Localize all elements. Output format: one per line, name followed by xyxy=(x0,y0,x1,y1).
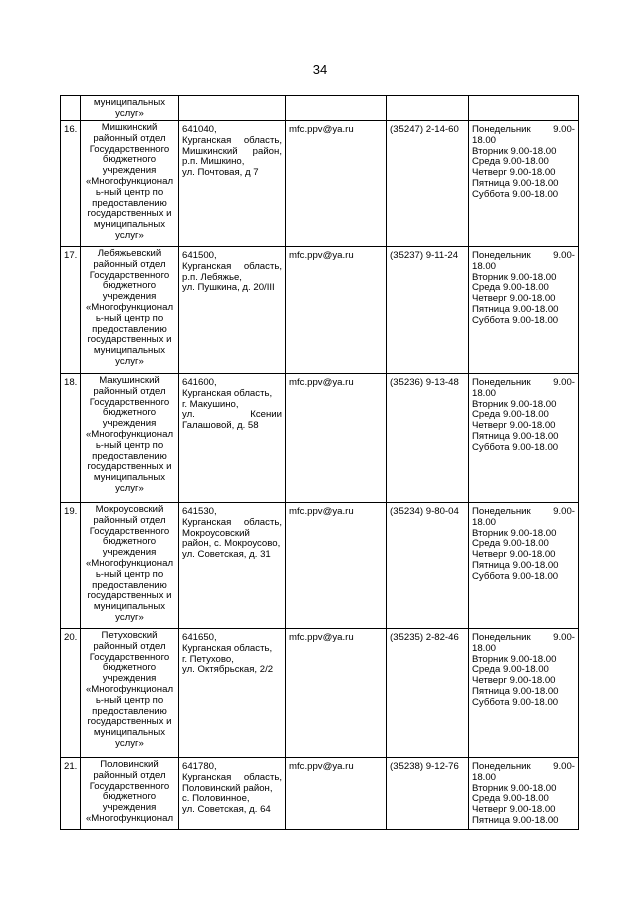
cell-email: mfc.ppv@ya.ru xyxy=(286,121,387,247)
name-line: учреждения xyxy=(102,547,157,559)
table-row xyxy=(61,247,579,374)
name-line: ь-ный центр по xyxy=(95,439,164,451)
name-line: Лебяжьевский xyxy=(97,248,162,259)
address-region: Курганская область, xyxy=(182,642,273,654)
address-region xyxy=(182,136,282,147)
cell-hours xyxy=(469,374,579,503)
address-street-part: ул. xyxy=(182,409,195,421)
name-line: предоставлению xyxy=(92,450,167,462)
hours-monday-end: 18.00 xyxy=(472,516,497,528)
name-line: предоставлению xyxy=(92,323,167,335)
name-line: бюджетного xyxy=(102,154,157,166)
hours-day: Вторник 9.00-18.00 xyxy=(472,653,557,665)
hours-day: Четверг 9.00-18.00 xyxy=(472,293,556,305)
cell-email: mfc.ppv@ya.ru xyxy=(286,629,387,758)
name-line: предоставлению xyxy=(92,579,167,591)
address-index: 641780, xyxy=(182,761,217,772)
name-line: предоставлению xyxy=(92,197,167,209)
cell-phone: (35237) 9-11-24 xyxy=(387,247,469,374)
cell-hours xyxy=(469,758,579,830)
cell-hours xyxy=(469,503,579,629)
address-settlement: р.п. Лебяжье, xyxy=(182,271,242,283)
address-region xyxy=(182,773,282,784)
page-number: 34 xyxy=(312,62,328,77)
hours-monday-end: 18.00 xyxy=(472,260,497,272)
hours-day: Вторник 9.00-18.00 xyxy=(472,145,557,157)
name-line: муниципальных xyxy=(93,345,166,357)
hours-day: Суббота 9.00-18.00 xyxy=(472,696,559,708)
table-row xyxy=(61,121,579,247)
hours-monday-label: Понедельник xyxy=(472,761,531,772)
hours-monday-end: 18.00 xyxy=(472,134,497,146)
hours-day: Вторник 9.00-18.00 xyxy=(472,527,557,539)
cell-num: 18. xyxy=(61,374,81,503)
table-row-continuation xyxy=(61,96,579,121)
name-line: муниципальных xyxy=(93,472,166,484)
cell-email: mfc.ppv@ya.ru xyxy=(286,503,387,629)
cell-num: 20. xyxy=(61,629,81,758)
address-index: 641650, xyxy=(182,632,217,643)
name-line: «Многофункционал xyxy=(85,812,174,824)
hours-day: Среда 9.00-18.00 xyxy=(472,282,549,294)
name-line: государственных и xyxy=(87,334,172,346)
name-line: бюджетного xyxy=(102,407,157,419)
name-line: учреждения xyxy=(102,802,157,814)
hours-day: Четверг 9.00-18.00 xyxy=(472,675,556,687)
cell-email: mfc.ppv@ya.ru xyxy=(286,374,387,503)
name-line: районный отдел xyxy=(93,385,166,397)
name-line: бюджетного xyxy=(102,662,157,674)
name-line: предоставлению xyxy=(92,705,167,717)
address-region-part: Курганская xyxy=(182,260,232,272)
name-line: муниципальных xyxy=(93,727,166,739)
address-settlement: г. Петухово, xyxy=(182,653,234,665)
cell-address xyxy=(179,629,286,758)
name-line: районный отдел xyxy=(93,514,166,526)
name-line: бюджетного xyxy=(102,536,157,548)
cell-num: 21. xyxy=(61,758,81,830)
address-street-part: Ксении xyxy=(250,409,282,421)
address-settlement: с. Половинное, xyxy=(182,793,250,805)
cell-num: 17. xyxy=(61,247,81,374)
cell-email xyxy=(286,96,387,121)
address-region-part: область, xyxy=(243,260,282,272)
hours-monday-label: Понедельник xyxy=(472,632,531,643)
name-line: услуг» xyxy=(115,482,144,494)
cell-phone: (35238) 9-12-76 xyxy=(387,758,469,830)
name-line: учреждения xyxy=(102,418,157,430)
hours-monday-start: 9.00- xyxy=(553,124,575,135)
cell-hours xyxy=(469,629,579,758)
address-locality: Половинский район, xyxy=(182,782,273,794)
name-line: бюджетного xyxy=(102,791,157,803)
cell-name xyxy=(81,96,179,121)
hours-day: Четверг 9.00-18.00 xyxy=(472,420,556,432)
cell-address xyxy=(179,758,286,830)
name-line: государственных и xyxy=(87,590,172,602)
address-settlement: район, с. Мокроусово, xyxy=(182,538,281,550)
cell-address xyxy=(179,121,286,247)
hours-day: Четверг 9.00-18.00 xyxy=(472,804,556,816)
address-street: ул. Октябрьская, 2/2 xyxy=(182,664,274,676)
cell-hours xyxy=(469,247,579,374)
hours-day: Четверг 9.00-18.00 xyxy=(472,549,556,561)
cell-name xyxy=(81,121,179,247)
name-line: районный отдел xyxy=(93,769,166,781)
cell-num xyxy=(61,96,81,121)
address-settlement: р.п. Мишкино, xyxy=(182,156,245,168)
name-line: районный отдел xyxy=(93,258,166,270)
cell-name xyxy=(81,629,179,758)
name-line: «Многофункционал xyxy=(85,301,174,313)
address-index: 641040, xyxy=(182,124,217,135)
cell-name xyxy=(81,247,179,374)
address-region-part: область, xyxy=(243,516,282,528)
name-line: муниципальных xyxy=(93,97,166,108)
hours-day: Вторник 9.00-18.00 xyxy=(472,782,557,794)
hours-day: Среда 9.00-18.00 xyxy=(472,793,549,805)
hours-monday-start: 9.00- xyxy=(553,506,575,517)
name-line: ь-ный центр по xyxy=(95,312,164,324)
cell-email: mfc.ppv@ya.ru xyxy=(286,247,387,374)
cell-name xyxy=(81,374,179,503)
hours-day: Среда 9.00-18.00 xyxy=(472,538,549,550)
cell-phone xyxy=(387,96,469,121)
hours-monday-end: 18.00 xyxy=(472,642,497,654)
cell-name xyxy=(81,503,179,629)
name-line: учреждения xyxy=(102,673,157,685)
address-region-part: область, xyxy=(243,134,282,146)
cell-hours xyxy=(469,96,579,121)
cell-hours xyxy=(469,121,579,247)
hours-day: Пятница 9.00-18.00 xyxy=(472,430,559,442)
address-index: 641600, xyxy=(182,377,217,388)
name-line: государственных и xyxy=(87,208,172,220)
address-locality-part: Мишкинский xyxy=(182,145,238,157)
cell-email: mfc.ppv@ya.ru xyxy=(286,758,387,830)
name-line: услуг» xyxy=(115,611,144,623)
table-row xyxy=(61,629,579,758)
name-line: Государственного xyxy=(89,396,170,408)
name-line: ь-ный центр по xyxy=(95,186,164,198)
name-line: «Многофункционал xyxy=(85,557,174,569)
hours-day: Среда 9.00-18.00 xyxy=(472,664,549,676)
hours-day: Пятница 9.00-18.00 xyxy=(472,559,559,571)
hours-day: Суббота 9.00-18.00 xyxy=(472,188,559,200)
cell-phone: (35247) 2-14-60 xyxy=(387,121,469,247)
name-line: учреждения xyxy=(102,291,157,303)
table-row xyxy=(61,758,579,830)
name-line: ь-ный центр по xyxy=(95,568,164,580)
hours-monday-start: 9.00- xyxy=(553,632,575,643)
cell-address xyxy=(179,503,286,629)
name-line: государственных и xyxy=(87,461,172,473)
hours-monday-label: Понедельник xyxy=(472,506,531,517)
name-line: государственных и xyxy=(87,716,172,728)
mfc-offices-table xyxy=(60,95,579,830)
cell-phone: (35236) 9-13-48 xyxy=(387,374,469,503)
cell-phone: (35234) 9-80-04 xyxy=(387,503,469,629)
address-street: ул. Пушкина, д. 20/III xyxy=(182,282,275,294)
address-region xyxy=(182,262,282,273)
cell-address xyxy=(179,247,286,374)
name-line: «Многофункционал xyxy=(85,683,174,695)
hours-day: Вторник 9.00-18.00 xyxy=(472,271,557,283)
name-line: Петуховский xyxy=(101,630,158,641)
address-region: Курганская область, xyxy=(182,387,273,399)
hours-monday-end: 18.00 xyxy=(472,771,497,783)
name-line: Макушинский xyxy=(99,375,160,386)
hours-monday-start: 9.00- xyxy=(553,250,575,261)
hours-day: Суббота 9.00-18.00 xyxy=(472,570,559,582)
address-street-cont: Галашовой, д. 58 xyxy=(182,420,259,432)
address-region-part: Курганская xyxy=(182,516,232,528)
hours-monday-start: 9.00- xyxy=(553,761,575,772)
address-index: 641530, xyxy=(182,506,217,517)
address-locality: Мокроусовский xyxy=(182,527,250,539)
name-line: Мокроусовский xyxy=(95,504,164,515)
address-locality-part: район, xyxy=(252,145,282,157)
address-region-part: область, xyxy=(243,771,282,783)
address-region xyxy=(182,518,282,529)
hours-day: Вторник 9.00-18.00 xyxy=(472,398,557,410)
table-row xyxy=(61,503,579,629)
cell-num: 16. xyxy=(61,121,81,247)
hours-monday-end: 18.00 xyxy=(472,387,497,399)
name-line: «Многофункционал xyxy=(85,175,174,187)
name-line: районный отдел xyxy=(93,132,166,144)
hours-day: Пятница 9.00-18.00 xyxy=(472,685,559,697)
name-line: услуг» xyxy=(115,355,144,367)
address-settlement: г. Макушино, xyxy=(182,398,239,410)
address-index: 641500, xyxy=(182,250,217,261)
hours-day: Суббота 9.00-18.00 xyxy=(472,314,559,326)
cell-address xyxy=(179,96,286,121)
name-line: ь-ный центр по xyxy=(95,694,164,706)
name-line: бюджетного xyxy=(102,280,157,292)
name-line: Половинский xyxy=(100,759,159,770)
name-line: Государственного xyxy=(89,780,170,792)
name-line: услуг» xyxy=(115,229,144,241)
hours-day: Пятница 9.00-18.00 xyxy=(472,303,559,315)
hours-monday-start: 9.00- xyxy=(553,377,575,388)
name-line: «Многофункционал xyxy=(85,428,174,440)
name-line: услуг» xyxy=(115,107,144,119)
name-line: Государственного xyxy=(89,525,170,537)
cell-address xyxy=(179,374,286,503)
name-line: учреждения xyxy=(102,165,157,177)
address-street: ул. Почтовая, д 7 xyxy=(182,167,259,179)
name-line: муниципальных xyxy=(93,219,166,231)
hours-monday-label: Понедельник xyxy=(472,377,531,388)
address-street: ул. Советская, д. 64 xyxy=(182,804,271,816)
address-region-part: Курганская xyxy=(182,771,232,783)
hours-day: Пятница 9.00-18.00 xyxy=(472,177,559,189)
table-row xyxy=(61,374,579,503)
cell-name xyxy=(81,758,179,830)
name-line: услуг» xyxy=(115,737,144,749)
cell-num: 19. xyxy=(61,503,81,629)
hours-day: Среда 9.00-18.00 xyxy=(472,156,549,168)
name-line: муниципальных xyxy=(93,601,166,613)
name-line: Мишкинский xyxy=(101,122,158,133)
cell-phone: (35235) 2-82-46 xyxy=(387,629,469,758)
name-line: Государственного xyxy=(89,269,170,281)
hours-day: Суббота 9.00-18.00 xyxy=(472,441,559,453)
address-region-part: Курганская xyxy=(182,134,232,146)
hours-monday-label: Понедельник xyxy=(472,124,531,135)
hours-day: Среда 9.00-18.00 xyxy=(472,409,549,421)
hours-day: Четверг 9.00-18.00 xyxy=(472,167,556,179)
hours-day: Пятница 9.00-18.00 xyxy=(472,814,559,826)
address-street: ул. Советская, д. 31 xyxy=(182,549,271,561)
name-line: Государственного xyxy=(89,651,170,663)
name-line: Государственного xyxy=(89,143,170,155)
name-line: районный отдел xyxy=(93,640,166,652)
hours-monday-label: Понедельник xyxy=(472,250,531,261)
